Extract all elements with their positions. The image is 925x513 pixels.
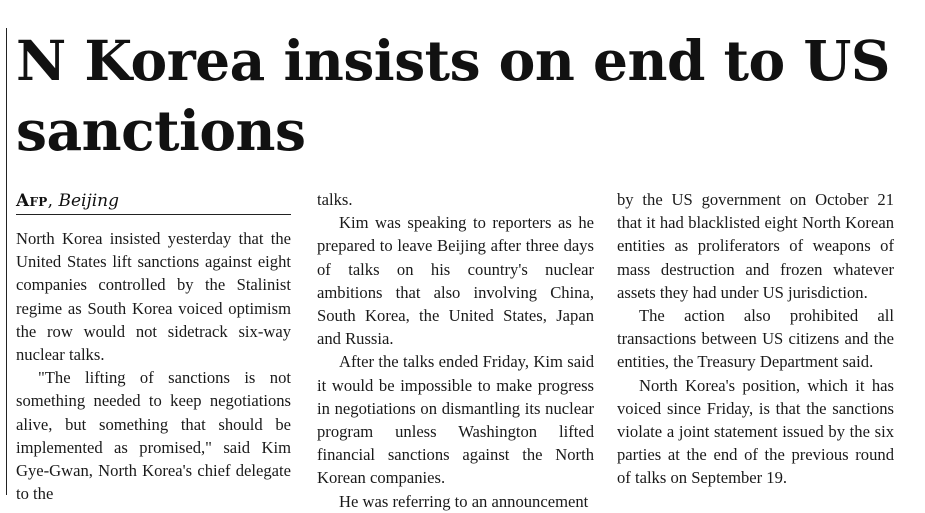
- paragraph: North Korea's position, which it has voiced since Friday, is that the sanctions violate a joint statement issued by the six parties at the end of the previous round of talks on September 19.: [617, 375, 894, 488]
- byline-place: Beijing: [58, 191, 119, 211]
- paragraph: Kim was speaking to reporters as he prepared to leave Beijing after three days of talks on his country's nuclear ambitions that also involving China, South Korea, the United States, Japan and Russia.: [317, 213, 594, 349]
- byline-separator: ,: [47, 191, 59, 211]
- paragraph: He was referring to an announcement: [339, 491, 589, 511]
- headline: N Korea insists on end to US sanctions: [16, 28, 891, 163]
- article-column-3: [617, 188, 894, 490]
- byline: [16, 190, 291, 215]
- article-column-2: [317, 188, 594, 513]
- paragraph: North Korea insisted yesterday that the United States lift sanctions against eight companies controlled by the Stalinist regime as South Korea voiced optimism the row would not sidetrack six-way nuclear talks.: [16, 229, 291, 365]
- paragraph: The action also prohibited all transactions between US citizens and the entities, the Treasury Department said.: [617, 306, 894, 372]
- paragraph: After the talks ended Friday, Kim said it would be impossible to make progress in negotiations on dismantling its nuclear program unless Washington lifted financial sanctions against the North Korean companies.: [317, 352, 594, 488]
- paragraph: by the US government on October 21 that it had blacklisted eight North Korean entities as proliferators of weapons of mass destruction and frozen whatever assets they had under US jurisdiction.: [617, 190, 894, 302]
- paragraph: talks.: [317, 190, 353, 209]
- paragraph: "The lifting of sanctions is not something needed to keep negotiations alive, but something that should be implemented as promised," said Kim Gye-Gwan, North Korea's chief delegate to the: [16, 368, 291, 504]
- left-column-rule: [6, 28, 7, 495]
- article-column-1: [16, 227, 291, 505]
- byline-agency: Afp: [16, 191, 48, 211]
